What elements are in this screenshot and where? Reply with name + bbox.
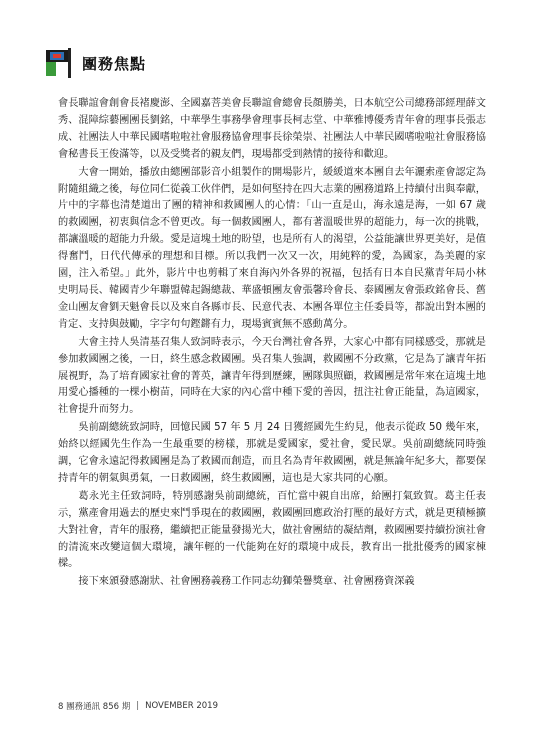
footer-separator: | — [136, 701, 140, 711]
article-body — [58, 96, 486, 592]
issue-date: NOVEMBER 2019 — [145, 701, 218, 711]
paragraph: 葛永光主任致詞時，特別感謝吳前副總統，百忙當中親自出席，給團打氣致賀。葛主任表示，黨產會用過去的歷史來鬥爭現在的救國團，救國團回應政治打壓的最好方式，就是更積極擴大對社會，青年的服務，繼續把正能量發揚光大，做社會團結的凝結劑，救國團要持續扮演社會的清流來改變這個大環境，讓年輕的一代能夠在好的環境中成長，教育出一批批優秀的國家棟樑。 — [58, 490, 486, 570]
paragraph: 吳前副總統致詞時，回憶民國 57 年 5 月 24 日獲經國先生約見，他表示從政 50 幾年來，始終以經國先生作為一生最重要的榜樣，那就是愛國家，愛社會，愛民眾。吳前副總統同時強調，它會永遠記得救國團是為了救國而創造，而且名為青年救國團，就是無論年紀多大，都要保持青年的朝氣與勇氣，一日救國團，終生救國團，這也是大家共同的心願。 — [58, 422, 486, 484]
page-info: 8 團務通訊 856 期 — [58, 702, 131, 712]
paragraph: 會長聯誼會創會長褚慶澎、全國嘉菩美會長聯誼會總會長顏勝美，日本航空公司總務部經理薛文秀、混障綜藝團團長劉銘，中華學生事務學會理事長柯志堂、中華雅博優秀青年會的理事長張志成、社團法人中華民國嗜啦啦社會服務協會理事長徐榮崇、社團法人中華民國嗜啦啦社會服務協會秘書長王俊滿等，以及受獎者的親友們，現場都受到熱情的接待和歡迎。 — [58, 98, 486, 160]
paragraph: 接下來頒發感謝狀、社會團務義務工作同志幼獅榮譽獎章、社會團務資深義 — [78, 576, 415, 588]
paragraph: 大會主持人吳清基召集人致詞時表示，今天台灣社會各界，大家心中都有同樣感受，那就是參加救國團之後，一日，終生感念救國團。吳召集人強調，救國團不分政黨，它是為了讓青年拓展視野，為了培育國家社會的菁英，讓青年得到歷練，團隊與照顧，救國團是常年來在這塊土地用愛心播種的一棵小樹苗，同時在大家的內心當中種下愛的善因，扭注社會正能量，為這國家，社會提升而努力。 — [58, 336, 486, 416]
page-footer — [58, 700, 218, 712]
paragraph: 大會一開始，播放由總團部影音小組製作的開場影片，緩緩道來本團自去年灑索產會認定為附隨組織之後，每位同仁從義工伙伴們，是如何堅持在四大志業的團務道路上持續付出與奉獻，片中的字幕也清楚道出了團的精神和救國團人的心情：「山一直是山，海永遠是海，一如 67 歲的救國團，初衷與信念不曾更改。每一個救國團人，都有著溫暖世界的超能力，每一次的挑戰，都讓溫暖的超能力升級。愛是這塊土地的盼望，也是所有人的渴望，公益能讓世界更美好，是值得奮鬥，日代代傳承的理想和目標。所以我們一次又一次，用純粹的愛，為國家，為美麗的家園，注入希望。」此外，影片中也剪輯了來自海內外各界的祝福，包括有日本自民黨青年局小林史明局長、韓國青少年聯盟韓起錫總裁、華盛頓團友會張馨玲會長、泰國團友會張政銘會長、舊金山團友會劉天魁會長以及來自各縣市長、民意代表、本團各單位主任委員等，都說出對本團的肯定、支持與鼓勵，字字句句鏗鏘有力，現場賓賓無不感動萬分。 — [58, 166, 486, 330]
section-header — [44, 46, 146, 80]
section-title: 團務焦點 — [82, 54, 147, 73]
flag-logo-icon — [44, 46, 78, 80]
